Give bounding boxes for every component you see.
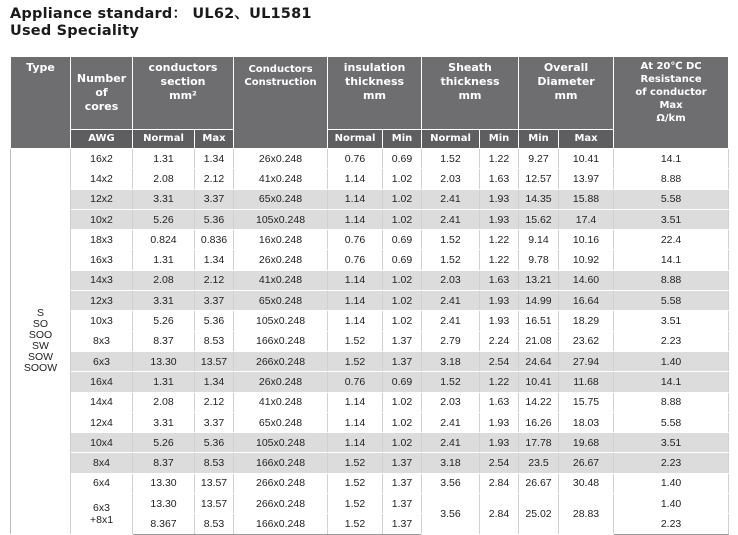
cell-awg: 18x3 [71, 230, 133, 250]
cell-sec-max: 5.36 [195, 209, 234, 229]
header-insulation: insulation thickness mm [328, 57, 422, 130]
cell-construction: 65x0.248 [234, 291, 328, 311]
cell-resistance: 14.1 [614, 149, 729, 169]
cell-dia-min: 9.27 [519, 149, 559, 169]
cell-sh-normal: 2.41 [422, 311, 480, 331]
cell-sh-min: 1.93 [480, 311, 519, 331]
cell-sh-normal: 2.41 [422, 433, 480, 453]
cell-sh-min: 1.22 [480, 149, 519, 169]
usage-title: Used Speciality [10, 23, 139, 39]
header-section-normal: Normal [133, 130, 195, 149]
table-body [11, 149, 729, 535]
cell-ins-min: 1.02 [383, 189, 422, 209]
cell-construction: 166x0.248 [234, 514, 328, 534]
cell-construction: 41x0.248 [234, 169, 328, 189]
cell-sh-min: 1.22 [480, 372, 519, 392]
cell-sh-min: 1.63 [480, 392, 519, 412]
cell-dia-max: 10.92 [559, 250, 614, 270]
cell-construction: 105x0.248 [234, 311, 328, 331]
cell-ins-normal: 0.76 [328, 149, 383, 169]
cell-ins-normal: 1.52 [328, 331, 383, 351]
cell-ins-normal: 1.52 [328, 473, 383, 493]
cell-resistance: 3.51 [614, 433, 729, 453]
table-row [11, 270, 729, 290]
cell-sec-max: 5.36 [195, 433, 234, 453]
cell-ins-normal: 1.14 [328, 291, 383, 311]
cell-sec-normal: 2.08 [133, 270, 195, 290]
cell-resistance: 1.40 [614, 494, 729, 514]
header-diameter-min: Min [519, 130, 559, 149]
cell-sec-max: 5.36 [195, 311, 234, 331]
cell-sh-min: 2.24 [480, 331, 519, 351]
cell-sh-normal: 2.03 [422, 392, 480, 412]
cell-construction: 41x0.248 [234, 392, 328, 412]
cell-dia-max: 13.97 [559, 169, 614, 189]
cell-sh-normal: 3.56 [422, 494, 480, 535]
cell-ins-min: 0.69 [383, 250, 422, 270]
cable-type-label: SW [32, 340, 49, 353]
awg-line: 6x3 [93, 501, 110, 514]
cell-sec-max: 2.12 [195, 392, 234, 412]
cell-ins-min: 1.02 [383, 209, 422, 229]
cell-dia-min: 24.64 [519, 351, 559, 371]
cell-sh-min: 1.93 [480, 189, 519, 209]
header-insulation-normal: Normal [328, 130, 383, 149]
cell-resistance: 5.58 [614, 189, 729, 209]
cell-sec-max: 1.34 [195, 372, 234, 392]
cell-sh-normal: 1.52 [422, 149, 480, 169]
cell-sh-normal: 2.41 [422, 209, 480, 229]
cell-construction: 41x0.248 [234, 270, 328, 290]
cell-sec-normal: 8.37 [133, 453, 195, 473]
cell-sh-normal: 2.41 [422, 189, 480, 209]
cell-dia-min: 16.51 [519, 311, 559, 331]
cell-sec-normal: 8.367 [133, 514, 195, 534]
cell-dia-max: 16.64 [559, 291, 614, 311]
header-diameter-max: Max [559, 130, 614, 149]
header-diameter: Overall Diameter mm [519, 57, 614, 130]
table-row [11, 473, 729, 493]
cell-awg: 6x3 [71, 351, 133, 371]
cell-sh-min: 1.93 [480, 433, 519, 453]
cell-awg [71, 494, 133, 535]
cell-dia-min: 14.22 [519, 392, 559, 412]
cell-sh-normal: 2.03 [422, 169, 480, 189]
standard-title: Appliance standard： UL62、UL1581 [10, 6, 312, 22]
table-row [11, 169, 729, 189]
header-section-max: Max [195, 130, 234, 149]
cable-spec-table [10, 56, 729, 535]
cell-construction: 105x0.248 [234, 209, 328, 229]
cable-type-label: SOO [28, 329, 53, 342]
cell-ins-min: 1.02 [383, 169, 422, 189]
header-sheath-normal: Normal [422, 130, 480, 149]
cable-type-label: S [36, 307, 44, 320]
cell-sec-max: 8.53 [195, 453, 234, 473]
cell-construction: 26x0.248 [234, 149, 328, 169]
cell-sec-max: 3.37 [195, 412, 234, 432]
cell-sec-normal: 3.31 [133, 412, 195, 432]
cell-sec-normal: 1.31 [133, 149, 195, 169]
cell-ins-normal: 1.52 [328, 494, 383, 514]
cell-dia-max: 18.03 [559, 412, 614, 432]
cell-dia-min: 23.5 [519, 453, 559, 473]
cell-ins-min: 1.02 [383, 412, 422, 432]
cell-sh-min: 1.93 [480, 412, 519, 432]
cell-resistance: 22.4 [614, 230, 729, 250]
cell-sec-max: 8.53 [195, 514, 234, 534]
cell-ins-min: 1.37 [383, 453, 422, 473]
cell-sec-max: 2.12 [195, 169, 234, 189]
cell-awg: 12x2 [71, 189, 133, 209]
cell-ins-min: 1.37 [383, 351, 422, 371]
cell-awg: 8x4 [71, 453, 133, 473]
cell-ins-min: 1.02 [383, 270, 422, 290]
table-row [11, 311, 729, 331]
cell-dia-max: 23.62 [559, 331, 614, 351]
cell-sh-normal: 1.52 [422, 372, 480, 392]
cell-construction: 105x0.248 [234, 433, 328, 453]
cell-ins-min: 1.37 [383, 473, 422, 493]
cell-resistance: 5.58 [614, 291, 729, 311]
cell-dia-max: 10.41 [559, 149, 614, 169]
cell-sh-normal: 2.41 [422, 291, 480, 311]
cell-sh-normal: 3.56 [422, 473, 480, 493]
cell-dia-max: 28.83 [559, 494, 614, 535]
cell-dia-max: 14.60 [559, 270, 614, 290]
cell-dia-min: 10.41 [519, 372, 559, 392]
cell-sec-max: 13.57 [195, 473, 234, 493]
cell-dia-max: 17.4 [559, 209, 614, 229]
table-row [11, 392, 729, 412]
cell-ins-normal: 1.52 [328, 514, 383, 534]
cell-awg: 6x4 [71, 473, 133, 493]
cell-awg: 12x3 [71, 291, 133, 311]
table-row [11, 291, 729, 311]
page-heading [10, 6, 312, 40]
cell-sec-normal: 1.31 [133, 372, 195, 392]
cell-ins-normal: 1.14 [328, 169, 383, 189]
table-row [11, 331, 729, 351]
cell-ins-min: 1.02 [383, 392, 422, 412]
cell-construction: 65x0.248 [234, 412, 328, 432]
cell-sec-normal: 13.30 [133, 494, 195, 514]
cell-awg: 12x4 [71, 412, 133, 432]
cable-type-label: SOW [27, 351, 54, 364]
cell-sec-normal: 3.31 [133, 189, 195, 209]
cell-construction: 16x0.248 [234, 230, 328, 250]
cell-dia-min: 9.14 [519, 230, 559, 250]
cell-sec-normal: 5.26 [133, 311, 195, 331]
cell-sh-normal: 2.41 [422, 412, 480, 432]
table-row [11, 433, 729, 453]
cell-sh-normal: 2.79 [422, 331, 480, 351]
cell-awg: 14x4 [71, 392, 133, 412]
cell-construction: 266x0.248 [234, 494, 328, 514]
cell-ins-min: 0.69 [383, 149, 422, 169]
cell-resistance: 2.23 [614, 514, 729, 534]
cell-ins-normal: 1.52 [328, 351, 383, 371]
cell-sh-normal: 1.52 [422, 250, 480, 270]
cell-sec-normal: 13.30 [133, 473, 195, 493]
table-row [11, 209, 729, 229]
cell-construction: 266x0.248 [234, 351, 328, 371]
table-row [11, 372, 729, 392]
table-row [11, 189, 729, 209]
cell-ins-min: 0.69 [383, 372, 422, 392]
cell-awg: 8x3 [71, 331, 133, 351]
header-sheath: Sheath thickness mm [422, 57, 519, 130]
cell-dia-min: 12.57 [519, 169, 559, 189]
header-type: Type [11, 57, 71, 149]
cell-ins-min: 1.02 [383, 291, 422, 311]
cell-sh-min: 1.63 [480, 270, 519, 290]
cell-sh-min: 1.63 [480, 169, 519, 189]
cell-dia-min: 26.67 [519, 473, 559, 493]
cell-sec-normal: 8.37 [133, 331, 195, 351]
cell-construction: 166x0.248 [234, 331, 328, 351]
cell-sh-normal: 1.52 [422, 230, 480, 250]
cell-sec-max: 1.34 [195, 250, 234, 270]
cell-construction: 266x0.248 [234, 473, 328, 493]
cell-dia-max: 26.67 [559, 453, 614, 473]
cell-resistance: 8.88 [614, 392, 729, 412]
cell-dia-min: 14.35 [519, 189, 559, 209]
cell-dia-max: 15.88 [559, 189, 614, 209]
cell-dia-min: 9.78 [519, 250, 559, 270]
cell-awg: 16x2 [71, 149, 133, 169]
cell-sh-min: 2.84 [480, 494, 519, 535]
cell-ins-normal: 1.14 [328, 433, 383, 453]
cell-sec-normal: 2.08 [133, 169, 195, 189]
cell-ins-normal: 1.14 [328, 270, 383, 290]
cell-dia-max: 30.48 [559, 473, 614, 493]
cell-sec-max: 2.12 [195, 270, 234, 290]
cell-awg: 14x3 [71, 270, 133, 290]
cell-sec-max: 13.57 [195, 494, 234, 514]
table-row [11, 149, 729, 169]
table-row [11, 412, 729, 432]
cell-dia-min: 13.21 [519, 270, 559, 290]
cell-sh-min: 1.22 [480, 230, 519, 250]
cell-dia-min: 15.62 [519, 209, 559, 229]
header-insulation-min: Min [383, 130, 422, 149]
cell-dia-min: 16.26 [519, 412, 559, 432]
cell-ins-normal: 0.76 [328, 230, 383, 250]
cell-ins-min: 0.69 [383, 230, 422, 250]
cell-dia-max: 11.68 [559, 372, 614, 392]
cell-sh-normal: 2.03 [422, 270, 480, 290]
cable-type-cell [11, 149, 71, 535]
cell-ins-normal: 1.14 [328, 209, 383, 229]
cell-sec-max: 1.34 [195, 149, 234, 169]
cell-sec-normal: 5.26 [133, 433, 195, 453]
cell-dia-max: 18.29 [559, 311, 614, 331]
cell-ins-min: 1.02 [383, 433, 422, 453]
table-row [11, 230, 729, 250]
cell-resistance: 14.1 [614, 250, 729, 270]
cell-dia-max: 19.68 [559, 433, 614, 453]
cell-sec-max: 13.57 [195, 351, 234, 371]
cell-ins-normal: 1.14 [328, 189, 383, 209]
cell-sh-min: 1.93 [480, 291, 519, 311]
cable-type-label: SOOW [23, 362, 58, 375]
cell-dia-min: 21.08 [519, 331, 559, 351]
cell-awg: 16x4 [71, 372, 133, 392]
cell-ins-min: 1.37 [383, 494, 422, 514]
cell-sec-max: 0.836 [195, 230, 234, 250]
cell-dia-min: 17.78 [519, 433, 559, 453]
cell-awg: 10x3 [71, 311, 133, 331]
table-row [11, 351, 729, 371]
cell-resistance: 5.58 [614, 412, 729, 432]
table-row [11, 494, 729, 514]
cell-sh-min: 1.93 [480, 209, 519, 229]
cell-sec-max: 3.37 [195, 291, 234, 311]
cell-ins-min: 1.02 [383, 311, 422, 331]
cell-dia-max: 27.94 [559, 351, 614, 371]
cell-resistance: 1.40 [614, 351, 729, 371]
cell-ins-normal: 0.76 [328, 250, 383, 270]
awg-line: +8x1 [89, 513, 114, 526]
header-row [11, 57, 729, 130]
header-resistance: At 20℃ DC Resistance of conductor Max Ω/km [614, 57, 729, 149]
cell-dia-min: 25.02 [519, 494, 559, 535]
header-construction: Conductors Construction [234, 57, 328, 149]
cell-dia-min: 14.99 [519, 291, 559, 311]
cell-awg: 14x2 [71, 169, 133, 189]
header-awg: AWG [71, 130, 133, 149]
cell-resistance: 3.51 [614, 209, 729, 229]
cell-sec-normal: 5.26 [133, 209, 195, 229]
cell-sec-normal: 0.824 [133, 230, 195, 250]
cell-construction: 26x0.248 [234, 372, 328, 392]
header-sheath-min: Min [480, 130, 519, 149]
cell-resistance: 3.51 [614, 311, 729, 331]
cell-resistance: 8.88 [614, 169, 729, 189]
cell-construction: 65x0.248 [234, 189, 328, 209]
cell-sec-normal: 1.31 [133, 250, 195, 270]
header-section: conductors section mm² [133, 57, 234, 130]
cell-sec-normal: 3.31 [133, 291, 195, 311]
cell-ins-normal: 1.14 [328, 392, 383, 412]
table-row [11, 453, 729, 473]
cell-dia-max: 15.75 [559, 392, 614, 412]
cell-sh-min: 1.22 [480, 250, 519, 270]
cell-construction: 26x0.248 [234, 250, 328, 270]
cell-resistance: 14.1 [614, 372, 729, 392]
cell-ins-normal: 0.76 [328, 372, 383, 392]
cell-awg: 16x3 [71, 250, 133, 270]
cell-sec-max: 8.53 [195, 331, 234, 351]
cable-type-label: SO [32, 318, 49, 331]
table-row [11, 250, 729, 270]
cell-sh-min: 2.54 [480, 453, 519, 473]
cell-ins-normal: 1.14 [328, 412, 383, 432]
cell-sh-min: 2.84 [480, 473, 519, 493]
cell-sh-normal: 3.18 [422, 453, 480, 473]
cell-resistance: 2.23 [614, 331, 729, 351]
cell-construction: 166x0.248 [234, 453, 328, 473]
cell-dia-max: 10.16 [559, 230, 614, 250]
cell-ins-min: 1.37 [383, 514, 422, 534]
cell-sh-min: 2.54 [480, 351, 519, 371]
cell-ins-min: 1.37 [383, 331, 422, 351]
header-cores: Number of cores [71, 57, 133, 130]
cell-resistance: 8.88 [614, 270, 729, 290]
cell-sec-normal: 2.08 [133, 392, 195, 412]
cell-resistance: 1.40 [614, 473, 729, 493]
cell-sh-normal: 3.18 [422, 351, 480, 371]
cell-sec-max: 3.37 [195, 189, 234, 209]
cell-ins-normal: 1.14 [328, 311, 383, 331]
cell-awg: 10x4 [71, 433, 133, 453]
cell-ins-normal: 1.52 [328, 453, 383, 473]
cell-resistance: 2.23 [614, 453, 729, 473]
cell-sec-normal: 13.30 [133, 351, 195, 371]
cell-awg: 10x2 [71, 209, 133, 229]
